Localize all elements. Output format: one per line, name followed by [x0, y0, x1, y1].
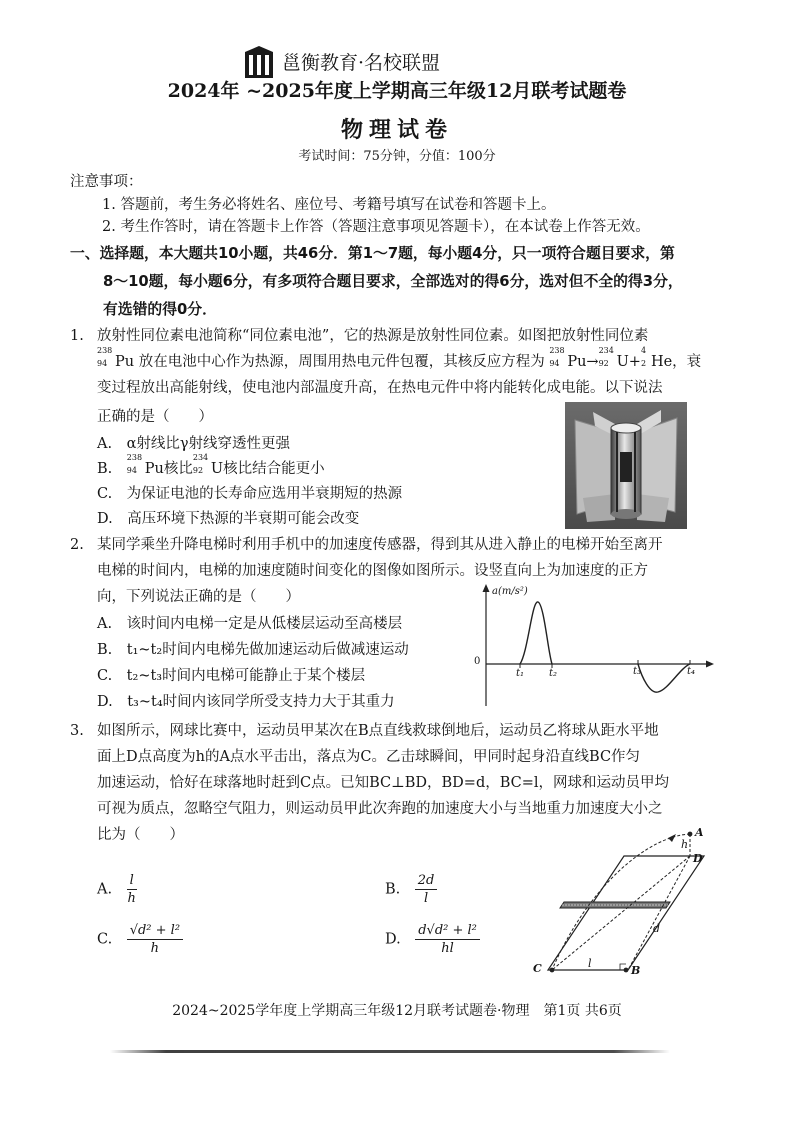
graph-t4: t₄	[687, 666, 696, 677]
tennis-court-figure	[528, 826, 728, 978]
q3-option-b: B. $\frac{2d}{l}$	[385, 872, 437, 907]
q2-option-d: D. t₃~t₄时间内该同学所受支持力大于其重力	[97, 694, 395, 710]
q3-line-1: 如图所示，网球比赛中，运动员甲某次在B点直线救球倒地后，运动员乙将球从距水平地	[97, 723, 659, 739]
nuclide-he: 4 2	[640, 346, 647, 368]
fig-label-b: B	[631, 964, 641, 977]
graph-ylabel: a(m/s²)	[492, 586, 528, 597]
q2-line-3: 向，下列说法正确的是（ ）	[97, 589, 300, 605]
q3-option-c: C. $\frac{\text{√d² + l²}}{h}$	[97, 922, 183, 957]
notice-item-1: 1. 答题前，考生务必将姓名、座位号、考籍号填写在试卷和答题卡上。	[102, 197, 556, 213]
fig-label-h: h	[681, 838, 689, 851]
fig-label-l: l	[588, 957, 592, 970]
q2-option-a: A. 该时间内电梯一定是从低楼层运动至高楼层	[97, 616, 403, 632]
fig-label-d-length: d	[653, 922, 661, 935]
nuclide-u-eq: 234 92	[598, 346, 614, 368]
exam-title: 2024年 ~2025年度上学期高三年级12月联考试题卷	[167, 80, 627, 102]
nuclide-pu: 238 94	[97, 346, 113, 368]
q3-line-3: 加速运动，恰好在球落地时赶到C点。已知BC⊥BD，BD=d，BC=l，网球和运动员甲均	[97, 775, 670, 791]
graph-t1: t₁	[516, 668, 525, 679]
scan-shadow-divider	[110, 1050, 670, 1053]
q3-line-5: 比为（ ）	[97, 827, 184, 843]
brand-logo-icon	[243, 44, 275, 80]
section-heading-line-1: 一、选择题，本大题共10小题，共46分．第1～7题，每小题4分，只一项符合题目要求，第	[70, 245, 675, 262]
notice-item-2: 2. 考生作答时，请在答题卡上作答（答题注意事项见答题卡），在本试卷上作答无效。	[102, 219, 650, 235]
q1-option-a: A. α射线比γ射线穿透性更强	[97, 436, 291, 452]
q3-option-a: A. $\frac{l}{h}$	[97, 873, 136, 906]
q1-line-2: 238 94 Pu 放在电池中心作为热源，周围用热电元件包覆，其核反应方程为 238 94 Pu→ 234 92 U+ 4 2 He，衰	[97, 346, 702, 370]
q2-option-b: B. t₁~t₂时间内电梯先做加速运动后做减速运动	[97, 642, 409, 658]
fig-label-a: A	[695, 826, 704, 839]
fig-label-d-point: D	[693, 852, 703, 865]
q2-line-2: 电梯的时间内，电梯的加速度随时间变化的图像如图所示。设竖直向上为加速度的正方	[97, 563, 648, 579]
graph-t3: t₃	[633, 666, 642, 677]
subject-title: 物理试卷	[340, 117, 453, 143]
graph-t2: t₂	[549, 668, 558, 679]
section-heading-line-2: 8～10题，每小题6分，有多项符合题目要求，全部选对的得6分，选对但不全的得3分，	[103, 273, 683, 290]
q1-option-d: D. 高压环境下热源的半衰期可能会改变	[97, 511, 360, 527]
notice-heading: 注意事项：	[70, 174, 143, 190]
exam-info: 考试时间：75分钟，分值：100分	[298, 149, 496, 164]
q2-line-1: 某同学乘坐升降电梯时利用手机中的加速度传感器，得到其从进入静止的电梯开始至离开	[97, 537, 663, 553]
q2-number: 2.	[70, 537, 84, 553]
graph-origin: 0	[474, 656, 481, 667]
q1-option-b: B. 238 94 Pu核比 234 92 U核比结合能更小	[97, 453, 325, 477]
fig-label-c: C	[533, 962, 542, 975]
page-footer: 2024~2025学年度上学期高三年级12月联考试题卷·物理 第1页 共6页	[172, 1003, 622, 1019]
q1-option-c: C. 为保证电池的长寿命应选用半衰期短的热源	[97, 486, 403, 502]
isotope-battery-photo	[565, 402, 687, 529]
q3-line-2: 面上D点高度为h的A点水平击出，落点为C。乙击球瞬间，甲同时起身沿直线BC作匀	[97, 749, 641, 765]
section-heading-line-3: 有选错的得0分．	[103, 301, 217, 318]
q1-line-1: 放射性同位素电池简称“同位素电池”，它的热源是放射性同位素。如图把放射性同位素	[97, 328, 649, 344]
acceleration-graph	[470, 582, 715, 710]
q2-option-c: C. t₂~t₃时间内电梯可能静止于某个楼层	[97, 668, 366, 684]
q3-number: 3.	[70, 723, 84, 739]
q1-number: 1.	[70, 328, 84, 344]
q3-line-4: 可视为质点，忽略空气阻力，则运动员甲此次奔跑的加速度大小与当地重力加速度大小之	[97, 801, 663, 817]
nuclide-pu-eq: 238 94	[549, 346, 565, 368]
brand-name: 邕衡教育·名校联盟	[282, 52, 441, 74]
q1-line-4: 正确的是（ ）	[97, 409, 213, 425]
q3-option-d: D. $\frac{\text{d√d² + l²}}{hl}$	[385, 922, 480, 957]
q1-line-3: 变过程放出高能射线，使电池内部温度升高，在热电元件中将内能转化成电能。以下说法	[97, 380, 663, 396]
